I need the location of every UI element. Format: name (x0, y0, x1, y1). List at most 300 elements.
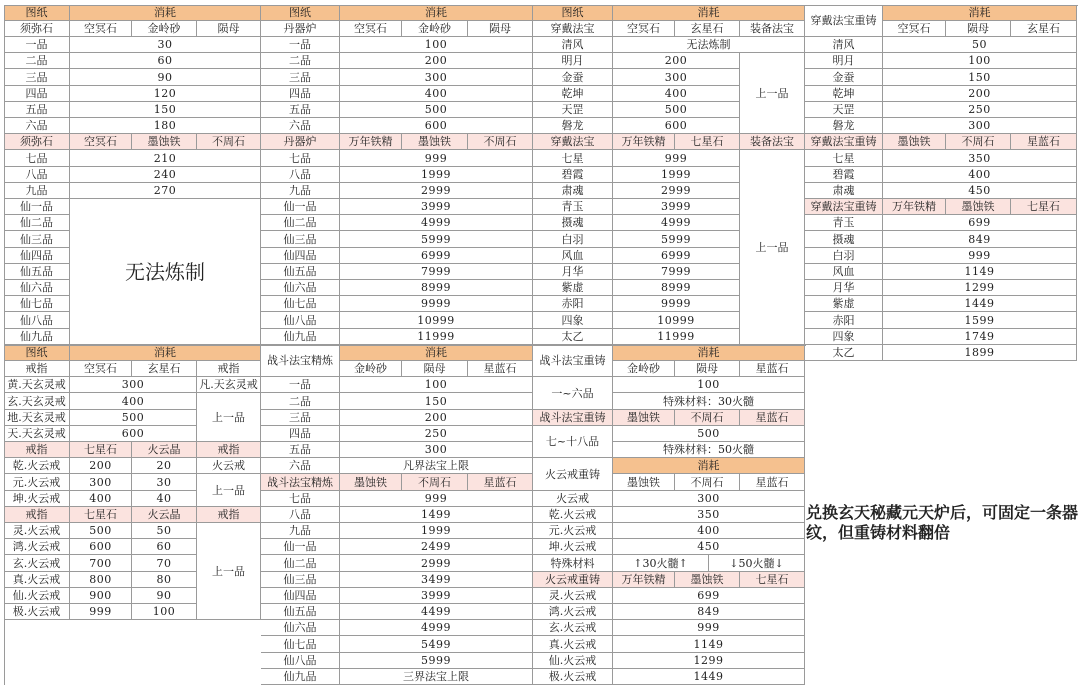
grade-cell: 一~六品 (533, 377, 613, 410)
value-cell: ↓50火髓↓ (709, 555, 805, 572)
value-cell: 1299 (613, 653, 805, 669)
value-cell: 7999 (613, 264, 740, 280)
ring-cell: 鸿.火云戒 (4, 539, 70, 555)
treasure-cell: 赤阳 (805, 312, 883, 329)
value-cell: 上一品 (197, 393, 261, 442)
value-cell: 350 (613, 507, 805, 523)
grade-cell: 仙一品 (4, 199, 70, 215)
header-cell: 战斗法宝重铸 (533, 345, 613, 377)
header-cell: 须弥石 (4, 21, 70, 37)
value-cell: 900 (70, 588, 132, 604)
header-cell: 图纸 (4, 345, 70, 361)
header-cell: 陨母 (675, 361, 740, 377)
treasure-cell: 乾坤 (805, 86, 883, 102)
value-cell: 500 (70, 523, 132, 539)
value-cell: 特殊材料：50火髓 (613, 442, 805, 458)
grade-cell: 四品 (4, 86, 70, 102)
value-cell: 1149 (883, 264, 1077, 280)
header-cell: 装备法宝 (740, 134, 805, 150)
value-cell: 4999 (340, 215, 533, 231)
grade-cell: 一品 (4, 37, 70, 53)
ring-cell: 玄.火云戒 (4, 555, 70, 572)
value-cell: 100 (132, 604, 197, 620)
value-cell: 5999 (340, 653, 533, 669)
treasure-cell: 紫虚 (533, 280, 613, 296)
value-cell: 凡.天玄灵戒 (197, 377, 261, 393)
header-cell: 陨母 (468, 21, 533, 37)
value-cell: 4499 (340, 604, 533, 620)
ring-cell: 地.天玄灵戒 (4, 410, 70, 426)
value-cell: 200 (613, 53, 740, 69)
ring-cell: 灵.火云戒 (533, 588, 613, 604)
value-cell: 80 (132, 572, 197, 588)
grade-cell: 仙六品 (261, 620, 340, 636)
value-cell: 999 (613, 150, 740, 167)
value-cell: 300 (883, 118, 1077, 134)
value-cell: 7999 (340, 264, 533, 280)
value-cell: 600 (70, 539, 132, 555)
grade-cell: 八品 (261, 507, 340, 523)
grade-cell: 二品 (261, 393, 340, 410)
header-cell: 空冥石 (340, 21, 402, 37)
header-cell: 不周石 (402, 474, 468, 491)
ring-cell: 玄.火云戒 (533, 620, 613, 636)
ring-cell: 灵.火云戒 (4, 523, 70, 539)
value-cell: 3499 (340, 572, 533, 588)
value-cell: 1999 (340, 523, 533, 539)
treasure-cell: 天罡 (805, 102, 883, 118)
header-cell: 空冥石 (70, 134, 132, 150)
grade-cell: 九品 (261, 523, 340, 539)
treasure-cell: 青玉 (805, 215, 883, 231)
value-cell: 2999 (340, 183, 533, 199)
grade-cell: 七品 (4, 150, 70, 167)
treasure-cell: 碧霞 (533, 167, 613, 183)
value-cell: 100 (883, 53, 1077, 69)
grade-cell: 仙三品 (261, 572, 340, 588)
treasure-cell: 明月 (533, 53, 613, 69)
treasure-cell: 肃魂 (805, 183, 883, 199)
value-cell: 999 (613, 620, 805, 636)
header-cell: 墨蚀铁 (613, 474, 675, 491)
value-cell: 30 (70, 37, 261, 53)
header-cell: 金岭砂 (402, 21, 468, 37)
grade-cell: 仙八品 (261, 312, 340, 329)
value-cell: 5999 (340, 231, 533, 248)
value-cell: 4999 (613, 215, 740, 231)
value-cell: 500 (613, 426, 805, 442)
value-cell: 70 (132, 555, 197, 572)
value-cell: 999 (883, 248, 1077, 264)
value-cell: 1999 (613, 167, 740, 183)
value-cell: 11999 (340, 329, 533, 345)
grade-cell: 仙二品 (261, 555, 340, 572)
value-cell: 500 (340, 102, 533, 118)
header-cell: 万年铁精 (883, 199, 946, 215)
treasure-cell: 碧霞 (805, 167, 883, 183)
header-cell: 消耗 (613, 345, 805, 361)
value-cell: 1749 (883, 329, 1077, 345)
treasure-cell: 太乙 (805, 345, 883, 361)
header-cell: 陨母 (197, 21, 261, 37)
header-cell: 星蓝石 (740, 361, 805, 377)
ring-cell: 仙.火云戒 (533, 653, 613, 669)
treasure-cell: 天罡 (533, 102, 613, 118)
grade-cell: 仙五品 (4, 264, 70, 280)
grade-cell: 仙一品 (261, 539, 340, 555)
header-cell: 七星石 (740, 572, 805, 588)
value-cell: 700 (70, 555, 132, 572)
grade-cell: 仙六品 (4, 280, 70, 296)
header-cell: 穿戴法宝重铸 (805, 5, 883, 37)
value-cell: 4999 (340, 620, 533, 636)
value-cell: 999 (340, 491, 533, 507)
grade-cell: 七~十八品 (533, 426, 613, 458)
header-cell: 七星石 (70, 442, 132, 458)
value-cell: 999 (70, 604, 132, 620)
treasure-cell: 月华 (533, 264, 613, 280)
header-cell: 墨蚀铁 (340, 474, 402, 491)
value-cell: 450 (613, 539, 805, 555)
header-cell: 空冥石 (70, 21, 132, 37)
header-cell: 戒指 (197, 361, 261, 377)
header-cell: 穿戴法宝 (533, 134, 613, 150)
grade-cell: 九品 (261, 183, 340, 199)
value-cell: 10999 (613, 312, 740, 329)
value-cell: 2999 (613, 183, 740, 199)
grade-cell: 八品 (4, 167, 70, 183)
ring-cell: 真.火云戒 (4, 572, 70, 588)
header-cell: 墨蚀铁 (132, 134, 197, 150)
value-cell: 3999 (340, 199, 533, 215)
value-cell: 240 (70, 167, 261, 183)
value-cell: 400 (340, 86, 533, 102)
value-cell: 400 (613, 523, 805, 539)
header-cell: 战斗法宝重铸 (533, 410, 613, 426)
value-cell: 1599 (883, 312, 1077, 329)
value-cell: 90 (70, 69, 261, 86)
ring-cell: 仙.火云戒 (4, 588, 70, 604)
treasure-cell: 紫虚 (805, 296, 883, 312)
grade-cell: 仙四品 (261, 588, 340, 604)
value-cell: 上一品 (740, 150, 805, 345)
treasure-cell: 赤阳 (533, 296, 613, 312)
value-cell: 500 (613, 102, 740, 118)
ring-cell: 极.火云戒 (533, 669, 613, 685)
header-cell: 墨蚀铁 (402, 134, 468, 150)
value-cell: 699 (883, 215, 1077, 231)
value-cell: 3999 (340, 588, 533, 604)
grade-cell: 仙九品 (4, 329, 70, 345)
ring-cell: 乾.火云戒 (533, 507, 613, 523)
header-cell: 七星石 (675, 134, 740, 150)
value-cell: 150 (340, 393, 533, 410)
value-cell: 50 (883, 37, 1077, 53)
header-cell: 戒指 (4, 361, 70, 377)
grade-cell: 仙二品 (4, 215, 70, 231)
value-cell: 1299 (883, 280, 1077, 296)
header-cell: 图纸 (4, 5, 70, 21)
value-cell: 150 (883, 69, 1077, 86)
header-cell: 消耗 (70, 5, 261, 21)
grade-cell: 七品 (261, 491, 340, 507)
value-cell: 999 (340, 150, 533, 167)
value-cell: 270 (70, 183, 261, 199)
header-cell: 金岭砂 (132, 21, 197, 37)
header-cell: 穿戴法宝重铸 (805, 199, 883, 215)
treasure-cell: 肃魂 (533, 183, 613, 199)
value-cell: 2999 (340, 555, 533, 572)
value-cell: 1449 (883, 296, 1077, 312)
value-cell: 20 (132, 458, 197, 474)
grade-cell: 仙九品 (261, 669, 340, 685)
header-cell: 穿戴法宝 (533, 21, 613, 37)
value-cell: 凡界法宝上限 (340, 458, 533, 474)
value-cell: 100 (340, 377, 533, 393)
header-cell: 穿戴法宝重铸 (805, 134, 883, 150)
header-cell: 须弥石 (4, 134, 70, 150)
ring-cell: 极.火云戒 (4, 604, 70, 620)
header-cell: 星蓝石 (1011, 134, 1077, 150)
header-cell: 消耗 (340, 5, 533, 21)
header-cell: 空冥石 (70, 361, 132, 377)
ring-cell: 元.火云戒 (533, 523, 613, 539)
header-cell: 消耗 (613, 5, 805, 21)
value-cell: 350 (883, 150, 1077, 167)
value-cell: 9999 (340, 296, 533, 312)
value-cell: 上一品 (197, 474, 261, 507)
header-cell: 金岭砂 (613, 361, 675, 377)
header-cell: 空冥石 (613, 21, 675, 37)
grade-cell: 六品 (4, 118, 70, 134)
value-cell: 5499 (340, 636, 533, 653)
grade-cell: 二品 (4, 53, 70, 69)
header-cell: 战斗法宝精炼 (261, 474, 340, 491)
header-cell: 墨蚀铁 (883, 134, 946, 150)
header-cell: 墨蚀铁 (613, 410, 675, 426)
header-cell: 战斗法宝精炼 (261, 345, 340, 377)
header-cell: 陨母 (946, 21, 1011, 37)
value-cell: 9999 (613, 296, 740, 312)
treasure-cell: 风血 (805, 264, 883, 280)
value-cell: 无法炼制 (613, 37, 805, 53)
grade-cell: 仙六品 (261, 280, 340, 296)
grade-cell: 一品 (261, 37, 340, 53)
header-cell: 不周石 (197, 134, 261, 150)
header-cell: 装备法宝 (740, 21, 805, 37)
header-cell: 火云晶 (132, 442, 197, 458)
grade-cell: 三品 (261, 69, 340, 86)
header-cell: 星蓝石 (740, 410, 805, 426)
grade-cell: 三品 (4, 69, 70, 86)
value-cell: 8999 (613, 280, 740, 296)
value-cell: 150 (70, 102, 261, 118)
value-cell: 40 (132, 491, 197, 507)
treasure-cell: 磐龙 (805, 118, 883, 134)
ring-cell: 坤.火云戒 (533, 539, 613, 555)
value-cell: 11999 (613, 329, 740, 345)
treasure-cell: 太乙 (533, 329, 613, 345)
ring-cell: 坤.火云戒 (4, 491, 70, 507)
value-cell: 3999 (613, 199, 740, 215)
value-cell: 60 (132, 539, 197, 555)
value-cell: 三界法宝上限 (340, 669, 533, 685)
header-cell: 火云戒重铸 (533, 572, 613, 588)
treasure-cell: 摄魂 (533, 215, 613, 231)
grade-cell: 一品 (261, 377, 340, 393)
grade-cell: 仙一品 (261, 199, 340, 215)
header-cell: 丹器炉 (261, 134, 340, 150)
header-cell: 玄星石 (132, 361, 197, 377)
header-cell: 万年铁精 (613, 134, 675, 150)
value-cell: 180 (70, 118, 261, 134)
treasure-cell: 四象 (805, 329, 883, 345)
value-cell: 300 (70, 474, 132, 491)
grade-cell: 八品 (261, 167, 340, 183)
treasure-cell: 清风 (533, 37, 613, 53)
value-cell: 200 (883, 86, 1077, 102)
value-cell: 火云戒 (197, 458, 261, 474)
treasure-cell: 风血 (533, 248, 613, 264)
ring-cell: 火云戒 (533, 491, 613, 507)
value-cell: 10999 (340, 312, 533, 329)
value-cell: 6999 (613, 248, 740, 264)
ring-cell: 鸿.火云戒 (533, 604, 613, 620)
treasure-cell: 金蚕 (805, 69, 883, 86)
grade-cell: 仙八品 (4, 312, 70, 329)
note-text: 兑换玄天秘藏元天炉后，可固定一条器纹，但重铸材料翻倍 (806, 503, 1079, 542)
value-cell: 60 (70, 53, 261, 69)
value-cell: 400 (70, 491, 132, 507)
header-cell: 消耗 (70, 345, 261, 361)
header-cell: 墨蚀铁 (675, 572, 740, 588)
header-cell: 万年铁精 (613, 572, 675, 588)
header-cell: 火云晶 (132, 507, 197, 523)
value-cell: 800 (70, 572, 132, 588)
header-cell: 不周石 (468, 134, 533, 150)
value-cell: 120 (70, 86, 261, 102)
grade-cell: 仙三品 (261, 231, 340, 248)
ring-cell: 玄.天玄灵戒 (4, 393, 70, 410)
grade-cell: 仙五品 (261, 264, 340, 280)
grade-cell: 仙四品 (261, 248, 340, 264)
value-cell: 200 (340, 410, 533, 426)
header-cell: 七星石 (70, 507, 132, 523)
value-cell: 849 (613, 604, 805, 620)
value-cell: 300 (340, 442, 533, 458)
grade-cell: 六品 (261, 118, 340, 134)
header-cell: 戒指 (4, 507, 70, 523)
value-cell: 400 (70, 393, 197, 410)
value-cell: 8999 (340, 280, 533, 296)
grade-cell: 四品 (261, 426, 340, 442)
ring-cell: 黄.天玄灵戒 (4, 377, 70, 393)
value-cell: 300 (613, 69, 740, 86)
header-cell: 不周石 (946, 134, 1011, 150)
value-cell: 200 (340, 53, 533, 69)
value-cell: 250 (883, 102, 1077, 118)
treasure-cell: 摄魂 (805, 231, 883, 248)
value-cell: 849 (883, 231, 1077, 248)
treasure-cell: 七星 (533, 150, 613, 167)
grade-cell: 仙七品 (4, 296, 70, 312)
value-cell: 300 (340, 69, 533, 86)
value-cell: 1499 (340, 507, 533, 523)
header-cell: 不周石 (675, 474, 740, 491)
grade-cell: 四品 (261, 86, 340, 102)
value-cell: 600 (613, 118, 740, 134)
ring-cell: 天.天玄灵戒 (4, 426, 70, 442)
header-cell: 七星石 (1011, 199, 1077, 215)
grade-cell: 仙五品 (261, 604, 340, 620)
header-cell: 戒指 (4, 442, 70, 458)
no-refine-cell: 无法炼制 (70, 199, 261, 345)
header-cell: 图纸 (533, 5, 613, 21)
ring-cell: 特殊材料 (533, 555, 613, 572)
value-cell: 50 (132, 523, 197, 539)
value-cell: 100 (340, 37, 533, 53)
grade-cell: 二品 (261, 53, 340, 69)
header-cell: 星蓝石 (468, 361, 533, 377)
grade-cell: 仙二品 (261, 215, 340, 231)
value-cell: 上一品 (197, 523, 261, 620)
value-cell: 500 (70, 410, 197, 426)
header-cell: 图纸 (261, 5, 340, 21)
grade-cell: 九品 (4, 183, 70, 199)
header-cell: 消耗 (883, 5, 1077, 21)
header-cell: 戒指 (197, 507, 261, 523)
treasure-cell: 明月 (805, 53, 883, 69)
value-cell: 600 (70, 426, 197, 442)
grade-cell: 三品 (261, 410, 340, 426)
treasure-cell: 清风 (805, 37, 883, 53)
header-cell: 消耗 (340, 345, 533, 361)
value-cell: 200 (70, 458, 132, 474)
value-cell: 450 (883, 183, 1077, 199)
header-cell: 陨母 (402, 361, 468, 377)
treasure-cell: 白羽 (533, 231, 613, 248)
value-cell: 1149 (613, 636, 805, 653)
value-cell: ↑30火髓↑ (613, 555, 709, 572)
grade-cell: 五品 (261, 102, 340, 118)
value-cell: 1449 (613, 669, 805, 685)
grade-cell: 仙七品 (261, 296, 340, 312)
treasure-cell: 磐龙 (533, 118, 613, 134)
treasure-cell: 乾坤 (533, 86, 613, 102)
header-cell: 丹器炉 (261, 21, 340, 37)
header-cell: 金岭砂 (340, 361, 402, 377)
value-cell: 1899 (883, 345, 1077, 361)
value-cell: 30 (132, 474, 197, 491)
header-cell: 玄星石 (675, 21, 740, 37)
grade-cell: 仙八品 (261, 653, 340, 669)
grade-cell: 仙四品 (4, 248, 70, 264)
value-cell: 699 (613, 588, 805, 604)
value-cell: 上一品 (740, 53, 805, 134)
grade-cell: 仙九品 (261, 329, 340, 345)
header-cell: 星蓝石 (468, 474, 533, 491)
treasure-cell: 青玉 (533, 199, 613, 215)
ring-cell: 真.火云戒 (533, 636, 613, 653)
value-cell: 1999 (340, 167, 533, 183)
value-cell: 100 (613, 377, 805, 393)
value-cell: 250 (340, 426, 533, 442)
grade-cell: 六品 (261, 458, 340, 474)
value-cell: 300 (613, 491, 805, 507)
header-cell: 戒指 (197, 442, 261, 458)
header-cell: 墨蚀铁 (946, 199, 1011, 215)
treasure-cell: 金蚕 (533, 69, 613, 86)
